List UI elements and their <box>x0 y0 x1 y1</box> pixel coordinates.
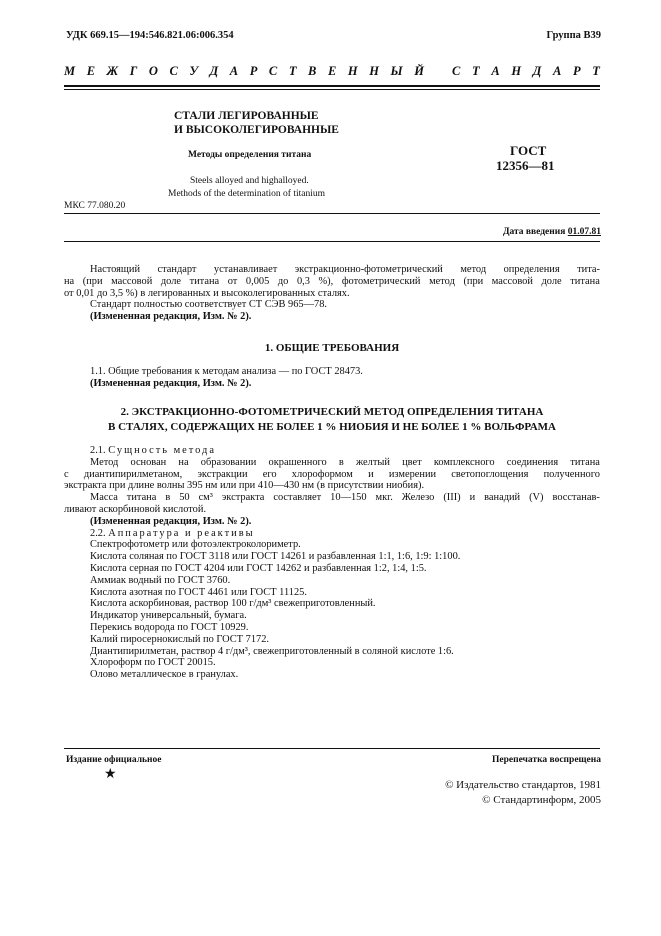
copyright-line-2: © Стандартинформ, 2005 <box>482 794 601 806</box>
title-rule <box>64 213 600 214</box>
banner-letter: Н <box>369 64 379 78</box>
gost-label: ГОСТ <box>510 143 547 158</box>
text-line: с диантипирилметаном, экстракции его хлороформом и измерении светопоглощения полученного <box>64 468 600 480</box>
banner-letter: А <box>491 64 500 78</box>
title-en-line-1: Steels alloyed and highalloyed. <box>190 176 309 186</box>
banner-letter: С <box>268 64 278 78</box>
section-2-heading <box>64 405 600 435</box>
star-icon: ★ <box>104 766 117 782</box>
date-label: Дата введения <box>502 227 566 237</box>
banner-letter: А <box>229 64 239 78</box>
banner-letter: Г <box>129 64 138 78</box>
reagent-item: Аммиак водный по ГОСТ 3760. <box>90 574 231 586</box>
text-line: Метод основан на образовании окрашенного в желтый цвет комплексного соединения титана <box>90 456 600 468</box>
reagent-item: Перекись водорода по ГОСТ 10929. <box>90 621 249 633</box>
heading-line: 2. ЭКСТРАКЦИОННО-ФОТОМЕТРИЧЕСКИЙ МЕТОД ОПРЕДЕЛЕНИЯ ТИТАНА <box>120 406 544 418</box>
banner-letter: Т <box>288 64 297 78</box>
reprint-prohibited-label: Перепечатка воспрещена <box>491 755 601 765</box>
text-line: Масса титана в 50 см³ экстракта составляет 10—150 мкг. Железо (III) и ванадий (V) восстанав- <box>90 492 600 504</box>
banner-letter: О <box>148 64 158 78</box>
reagent-item: Кислота серная по ГОСТ 4204 или ГОСТ 14262 и разбавленная 1:2, 1:4, 1:5. <box>90 562 427 574</box>
copyright-line-1: © Издательство стандартов, 1981 <box>445 779 601 791</box>
reagent-item: Кислота аскорбиновая, раствор 100 г/дм³ свежеприготовленный. <box>90 598 376 610</box>
reagent-item: Диантипирилметан, раствор 4 г/дм³, свежеприготовленный в соляной кислоте 1:6. <box>90 645 454 657</box>
banner-word-interstate <box>64 64 424 79</box>
title-line-1: СТАЛИ ЛЕГИРОВАННЫЕ <box>174 110 319 122</box>
udk-code: УДК 669.15—194:546.821.06:006.354 <box>66 30 234 41</box>
amendment-note: (Измененная редакция, Изм. № 2). <box>90 515 252 527</box>
official-edition-label: Издание официальное <box>66 755 162 765</box>
banner-letter: М <box>64 64 76 78</box>
text-line: экстракта при длине волны 395 нм или при 410—430 нм (в присутствии ниобия). <box>64 480 425 492</box>
banner-letter: Р <box>572 64 581 78</box>
text-line: Стандарт полностью соответствует СТ СЭВ 965—78. <box>90 299 328 311</box>
banner-letter: Р <box>249 64 258 78</box>
preamble <box>64 264 600 323</box>
footer-rule <box>64 748 600 749</box>
interstate-standard-banner <box>64 64 600 79</box>
banner-letter: Ж <box>106 64 119 78</box>
gost-number: 12356—81 <box>496 158 555 173</box>
section-1-heading: 1. ОБЩИЕ ТРЕБОВАНИЯ <box>264 342 400 354</box>
reagent-item: Олово металлическое в гранулах. <box>90 669 239 681</box>
subsection-number: 2.1. <box>90 445 106 456</box>
banner-letter: Т <box>592 64 600 78</box>
mks-code: МКС 77.080.20 <box>64 201 126 211</box>
section-2-body <box>64 445 600 681</box>
banner-letter: Н <box>511 64 522 78</box>
banner-letter: Е <box>327 64 337 78</box>
header-double-rule <box>64 85 600 90</box>
text-line: от 0,01 до 3,5 %) в легированных и высоколегированных сталях. <box>64 287 350 299</box>
banner-letter: У <box>189 64 199 78</box>
title-en-line-2: Methods of the determination of titanium <box>168 189 325 199</box>
banner-letter: Ы <box>390 64 403 78</box>
text-line: Настоящий стандарт устанавливает экстракционно-фотометрический метод определения тита- <box>90 264 600 275</box>
heading-line: В СТАЛЯХ, СОДЕРЖАЩИХ НЕ БОЛЕЕ 1 % НИОБИЯ И НЕ БОЛЕЕ 1 % ВОЛЬФРАМА <box>108 421 556 433</box>
subsection-2-1-title <box>64 445 600 457</box>
banner-letter: В <box>308 64 317 78</box>
reagent-item: Кислота соляная по ГОСТ 3118 или ГОСТ 14261 и разбавленная 1:1, 1:6, 1:9: 1:100. <box>90 551 461 563</box>
subtitle-ru: Методы определения титана <box>188 150 312 160</box>
subsection-2-2-title <box>64 528 600 540</box>
reagent-item: Калий пиросернокислый по ГОСТ 7172. <box>90 633 270 645</box>
reagent-item: Спектрофотометр или фотоэлектроколориметр. <box>90 539 301 551</box>
reagent-item: Индикатор универсальный, бумага. <box>90 610 247 622</box>
text-line: 1.1. Общие требования к методам анализа — по ГОСТ 28473. <box>90 366 363 377</box>
group-code: Группа В39 <box>546 30 601 41</box>
reagent-item: Хлороформ по ГОСТ 20015. <box>90 657 216 669</box>
date-rule <box>64 241 600 242</box>
subsection-number: 2.2. <box>90 527 106 539</box>
banner-letter: Е <box>86 64 96 78</box>
text-line: ливают аскорбиновой кислотой. <box>64 503 207 515</box>
section-1-body <box>64 366 600 390</box>
banner-letter: Т <box>472 64 480 78</box>
amendment-note: (Измененная редакция, Изм. № 2). <box>90 311 252 323</box>
banner-letter: Д <box>532 64 542 78</box>
text-line: на (при массовой доле титана от 0,005 до 0,3 %), фотометрический метод (при массовой доле титана <box>64 275 600 287</box>
introduction-date <box>503 227 601 237</box>
banner-letter: С <box>169 64 178 78</box>
reagent-item: Кислота азотная по ГОСТ 4461 или ГОСТ 11125. <box>90 586 307 598</box>
banner-word-standard <box>452 64 600 79</box>
banner-letter: Д <box>209 64 219 78</box>
banner-letter: Н <box>347 64 358 78</box>
title-line-2: И ВЫСОКОЛЕГИРОВАННЫЕ <box>174 124 339 136</box>
banner-letter: А <box>552 64 562 78</box>
banner-letter: С <box>452 64 461 78</box>
subsection-title: Аппаратура и реактивы <box>108 527 255 539</box>
subsection-title: Сущность метода <box>108 445 216 456</box>
banner-letter: Й <box>414 64 424 78</box>
amendment-note: (Измененная редакция, Изм. № 2). <box>90 377 252 389</box>
date-value: 01.07.81 <box>567 227 601 237</box>
